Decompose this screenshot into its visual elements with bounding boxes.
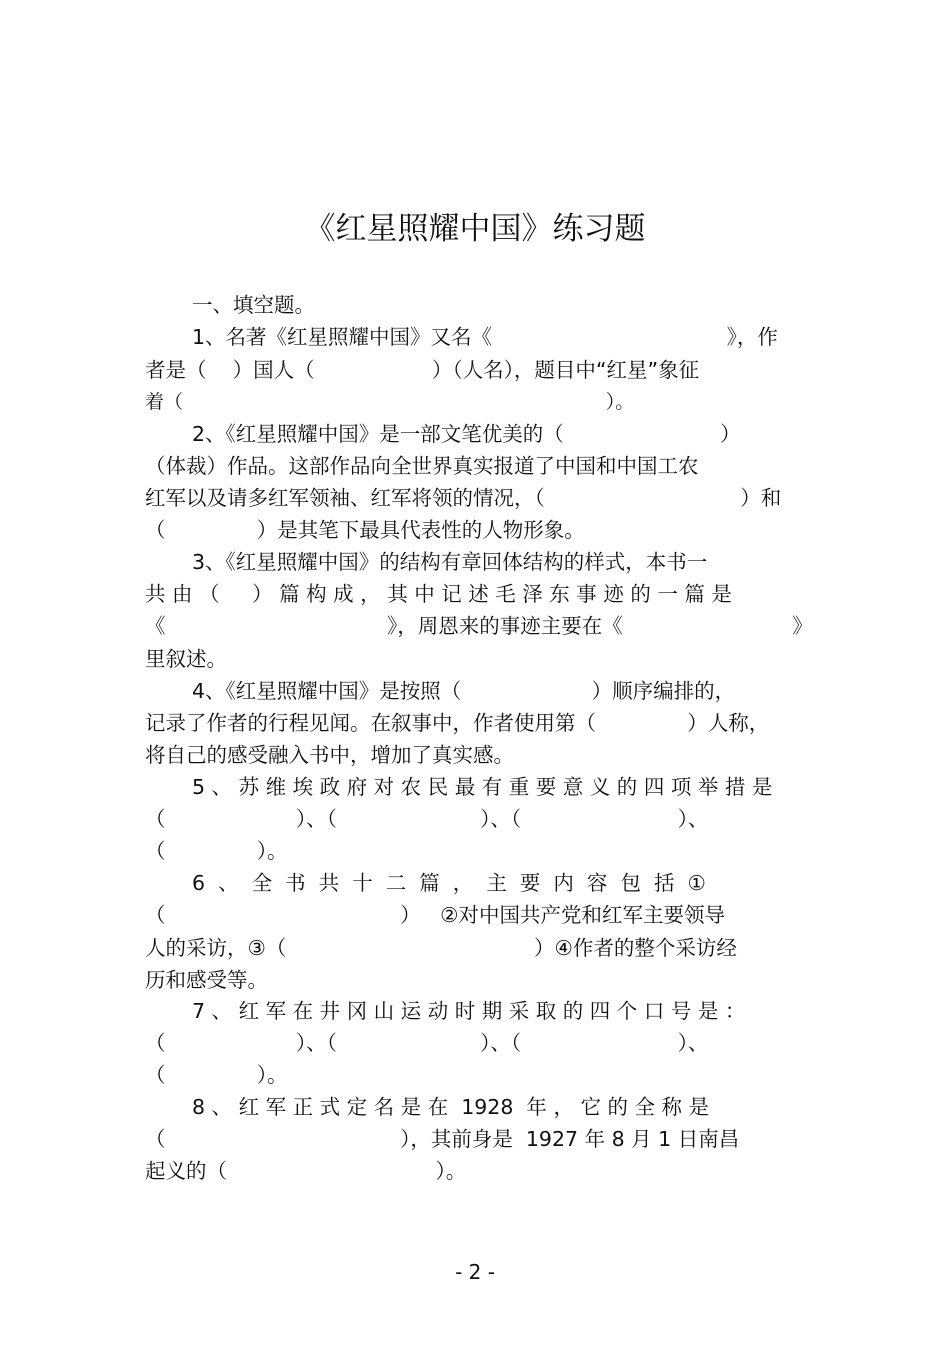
q6-line-1: 6 、 全 书 共 十 二 篇 ， 主 要 内 容 包 括 ① <box>192 871 706 895</box>
q2-line-2: （体裁）作品。这部作品向全世界真实报道了中国和中国工农 <box>145 454 699 478</box>
q8-line-3: 起义的（ ）。 <box>145 1159 467 1183</box>
q6-line-3: 人的采访，③（ ）④作者的整个采访经 <box>145 936 737 960</box>
q6-line-2: （ ） ②对中国共产党和红军主要领导 <box>145 903 726 927</box>
q3-line-4: 里叙述。 <box>145 647 227 671</box>
q2-line-4: （ ）是其笔下最具代表性的人物形象。 <box>145 518 585 542</box>
q3-line-3: 《 》，周恩来的事迹主要在《 》 <box>145 614 813 638</box>
q7-line-2: （ ）、（ ）、（ ）、 <box>145 1031 709 1055</box>
q5-line-2: （ ）、（ ）、（ ）、 <box>145 807 709 831</box>
q8-line-1: 8 、 红 军 正 式 定 名 是 在 1928 年 ， 它 的 全 称 是 <box>192 1095 710 1119</box>
q4-line-3: 将自己的感受融入书中，增加了真实感。 <box>145 743 514 767</box>
q6-line-4: 历和感受等。 <box>145 968 268 992</box>
q1-line-2: 者是（ ）国人（ ）（人名），题目中“红星”象征 <box>145 358 700 382</box>
q3-line-2: 共 由 （ ） 篇 构 成 ， 其 中 记 述 毛 泽 东 事 迹 的 一 篇 是 <box>145 582 732 606</box>
q2-line-1: 2、《红星照耀中国》是一部文笔优美的（ ） <box>192 422 741 446</box>
q2-line-3: 红军以及请多红军领袖、红军将领的情况，（ ）和 <box>145 486 782 510</box>
q5-line-1: 5 、 苏 维 埃 政 府 对 农 民 最 有 重 要 意 义 的 四 项 举 措 是 <box>192 775 773 799</box>
section-heading: 一、填空题。 <box>192 293 315 317</box>
page-title: 《红星照耀中国》练习题 <box>304 211 646 247</box>
q3-line-1: 3、《红星照耀中国》的结构有章回体结构的样式，本书一 <box>192 550 708 574</box>
q5-line-3: （ ）。 <box>145 839 288 863</box>
q1-line-3: 着（ ）。 <box>145 391 635 413</box>
q4-line-1: 4、《红星照耀中国》是按照（ ）顺序编排的， <box>192 679 736 703</box>
q4-line-2: 记录了作者的行程见闻。在叙事中，作者使用第（ ）人称， <box>145 711 770 735</box>
q8-line-2: （ ），其前身是 1927 年 8 月 1 日南昌 <box>145 1127 740 1151</box>
q7-line-1: 7 、 红 军 在 井 冈 山 运 动 时 期 采 取 的 四 个 口 号 是 ： <box>192 999 746 1023</box>
q7-line-3: （ ）。 <box>145 1063 288 1087</box>
q1-line-1: 1、名著《红星照耀中国》又名《 》，作 <box>192 325 778 349</box>
page-number: - 2 - <box>455 1260 495 1284</box>
